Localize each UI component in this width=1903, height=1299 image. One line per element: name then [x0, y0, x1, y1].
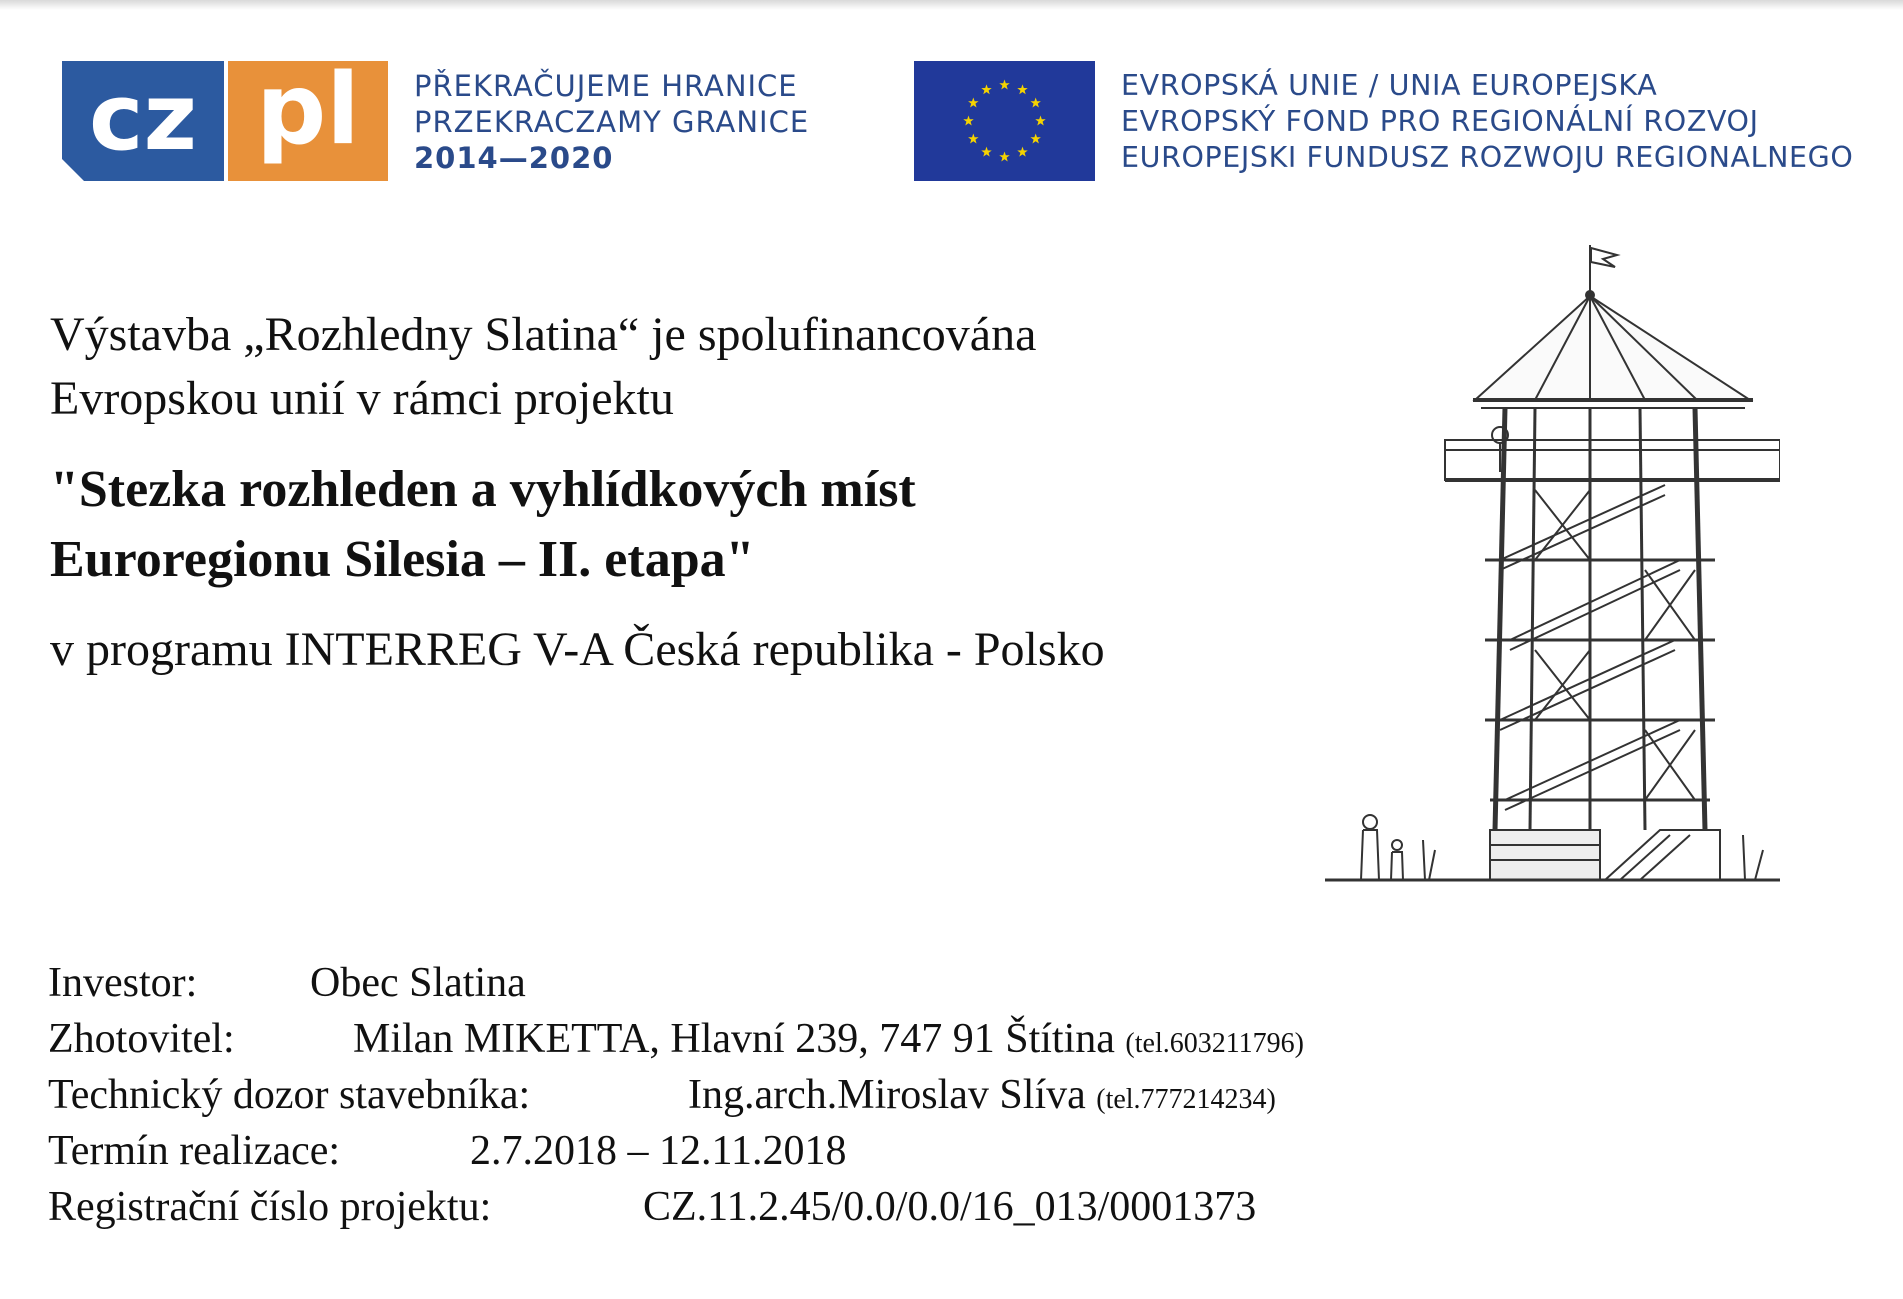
project-line-1: "Stezka rozhleden a vyhlídkových míst	[50, 461, 916, 518]
program-text: v programu INTERREG V-A Česká republika - Polsko	[50, 623, 1105, 676]
pl-text: pl	[256, 61, 360, 167]
term-value: 2.7.2018 – 12.11.2018	[470, 1128, 847, 1174]
cz-text: cz	[88, 64, 198, 171]
top-shade	[0, 0, 1903, 10]
supervision-phone: (tel.777214234)	[1096, 1084, 1276, 1115]
lookout-tower-illustration	[1325, 240, 1780, 890]
registration-value: CZ.11.2.45/0.0/0.0/16_013/0001373	[643, 1184, 1257, 1230]
slogan-line-pl: PRZEKRACZAMY GRANICE	[414, 105, 810, 139]
supervision-label: Technický dozor stavebníka:	[48, 1072, 531, 1118]
investor-label: Investor:	[48, 960, 198, 1006]
slogan-line-cz: PŘEKRAČUJEME HRANICE	[414, 69, 798, 103]
eu-flag-icon	[914, 61, 1095, 181]
contractor-phone: (tel.603211796)	[1125, 1028, 1305, 1059]
cz-pl-logo	[62, 61, 388, 181]
intro-line-2: Evropskou unií v rámci projektu	[50, 372, 674, 425]
intro-line-1: Výstavba „Rozhledny Slatina“ je spolufinancována	[50, 308, 1037, 361]
eu-text	[1121, 68, 1853, 176]
term-label: Termín realizace:	[48, 1128, 341, 1174]
investor-value: Obec Slatina	[310, 960, 526, 1006]
cz-pl-slogan	[414, 68, 809, 176]
eu-line-1: EVROPSKÁ UNIE / UNIA EUROPEJSKA	[1121, 69, 1658, 102]
project-title	[50, 455, 916, 595]
supervision-value: Ing.arch.Miroslav Slíva	[688, 1072, 1086, 1118]
contractor-label: Zhotovitel:	[48, 1016, 235, 1062]
eu-line-2: EVROPSKÝ FOND PRO REGIONÁLNÍ ROZVOJ	[1121, 105, 1759, 138]
eu-line-3: EUROPEJSKI FUNDUSZ ROZWOJU REGIONALNEGO	[1121, 141, 1854, 174]
slogan-years: 2014—2020	[414, 141, 614, 175]
registration-label: Registrační číslo projektu:	[48, 1184, 492, 1230]
project-line-2: Euroregionu Silesia – II. etapa"	[50, 531, 755, 588]
intro-text	[50, 303, 1036, 431]
contractor-value: Milan MIKETTA, Hlavní 239, 747 91 Štítina	[353, 1016, 1115, 1062]
